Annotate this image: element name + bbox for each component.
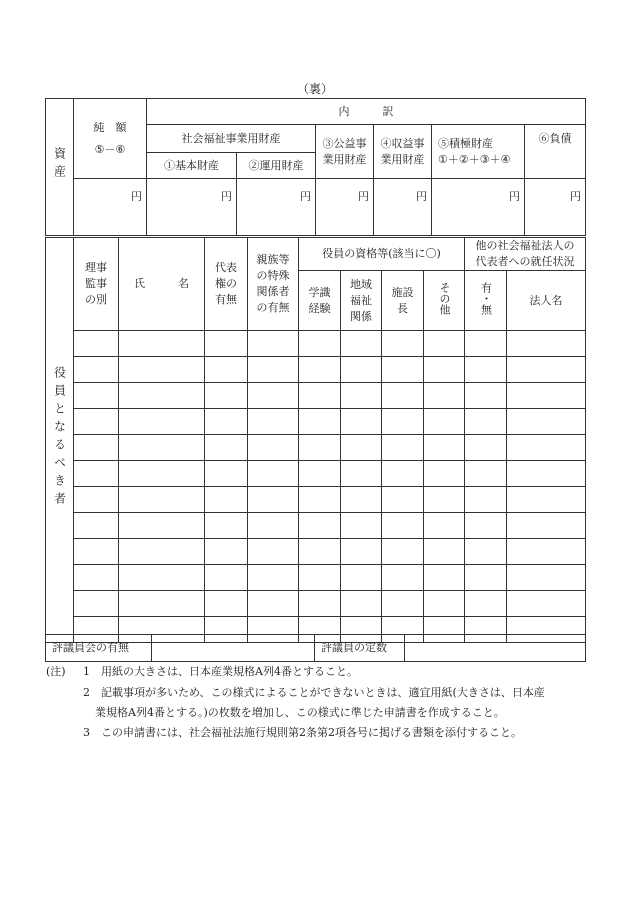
cell[interactable] [299, 383, 341, 409]
q-facility-line1: 施設 [391, 285, 414, 299]
cell[interactable] [382, 487, 424, 513]
cell[interactable] [248, 331, 299, 357]
cell[interactable] [119, 565, 205, 591]
rep-line3: 有無 [215, 293, 237, 306]
council-existence-label: 評議員会の有無 [46, 635, 152, 662]
council-quota-label: 評議員の定数 [315, 635, 405, 662]
cell[interactable] [424, 591, 465, 617]
cell[interactable] [341, 565, 382, 591]
council-table [45, 634, 586, 662]
corp-name-header: 法人名 [507, 271, 586, 331]
note-3: 3 この申請書には、社会福祉法施行規則第2条第2項各号に掲げる書類を添付すること。 [83, 726, 522, 739]
cell[interactable] [507, 591, 586, 617]
relative-line4: の有無 [256, 301, 290, 314]
officer-row [46, 331, 586, 357]
cell[interactable] [248, 357, 299, 383]
profit-line1: ④収益事 [380, 136, 425, 150]
cell[interactable] [248, 591, 299, 617]
positive-property-header [432, 125, 525, 179]
cell[interactable] [119, 591, 205, 617]
profit-line2: 業用財産 [380, 152, 425, 166]
positive-line1: ⑤積極財産 [438, 136, 493, 150]
net-amount-label: 純 額 [93, 120, 127, 134]
officer-row [46, 435, 586, 461]
net-amount-header [74, 99, 147, 179]
officer-row [46, 591, 586, 617]
cell[interactable] [424, 487, 465, 513]
cell[interactable] [424, 435, 465, 461]
q-expert-line2: 経験 [308, 301, 331, 315]
notes-prefix: (注) [46, 665, 66, 678]
cell[interactable] [507, 435, 586, 461]
cell[interactable] [74, 409, 119, 435]
basic-property-header: ①基本財産 [147, 153, 237, 179]
cell[interactable] [465, 487, 507, 513]
cell[interactable] [248, 435, 299, 461]
basic-property-value[interactable]: 円 [147, 179, 237, 236]
cell[interactable] [248, 513, 299, 539]
cell[interactable] [507, 565, 586, 591]
cell[interactable] [507, 487, 586, 513]
q-facility-line2: 長 [397, 301, 408, 315]
cell[interactable] [299, 513, 341, 539]
cell[interactable] [205, 539, 248, 565]
cell[interactable] [382, 383, 424, 409]
officers-table [45, 237, 586, 643]
cell[interactable] [299, 487, 341, 513]
cell[interactable] [382, 331, 424, 357]
role-line2: 監事 [85, 277, 107, 290]
liabilities-header: ⑥負債 [525, 125, 586, 179]
assets-table [45, 98, 586, 236]
cell[interactable] [74, 383, 119, 409]
cell[interactable] [74, 487, 119, 513]
cell[interactable] [74, 461, 119, 487]
cell[interactable] [119, 513, 205, 539]
cell[interactable] [205, 383, 248, 409]
role-line3: の別 [85, 293, 107, 306]
cell[interactable] [465, 331, 507, 357]
other-corp-line2: 代表者への就任状況 [475, 255, 575, 268]
cell[interactable] [74, 331, 119, 357]
cell[interactable] [507, 409, 586, 435]
relative-line3: 関係者 [256, 285, 290, 298]
cell[interactable] [507, 539, 586, 565]
cell[interactable] [205, 487, 248, 513]
cell[interactable] [424, 383, 465, 409]
cell[interactable] [424, 409, 465, 435]
cell[interactable] [465, 591, 507, 617]
cell[interactable] [382, 513, 424, 539]
cell[interactable] [465, 461, 507, 487]
name-header: 氏 名 [119, 238, 205, 331]
cell[interactable] [299, 591, 341, 617]
q-local-header [341, 271, 382, 331]
cell[interactable] [507, 331, 586, 357]
cell[interactable] [248, 539, 299, 565]
cell[interactable] [299, 461, 341, 487]
operating-property-value[interactable]: 円 [237, 179, 316, 236]
cell[interactable] [248, 383, 299, 409]
net-amount-formula: ⑤－⑥ [94, 142, 126, 156]
cell[interactable] [248, 461, 299, 487]
officer-row [46, 409, 586, 435]
relative-line2: の特殊 [256, 269, 290, 282]
public-interest-line2: 業用財産 [322, 152, 367, 166]
profit-property-header [374, 125, 432, 179]
cell[interactable] [74, 357, 119, 383]
cell[interactable] [341, 357, 382, 383]
cell[interactable] [205, 331, 248, 357]
cell[interactable] [382, 565, 424, 591]
cell[interactable] [382, 435, 424, 461]
page-side-mark: （裏） [296, 82, 333, 96]
cell[interactable] [299, 539, 341, 565]
rep-authority-header [205, 238, 248, 331]
officer-row [46, 565, 586, 591]
cell[interactable] [465, 539, 507, 565]
breakdown-header: 内 訳 [147, 99, 586, 125]
q-facility-header [382, 271, 424, 331]
role-header [74, 238, 119, 331]
cell[interactable] [299, 565, 341, 591]
net-amount-value[interactable]: 円 [74, 179, 147, 236]
q-expert-header [299, 271, 341, 331]
cell[interactable] [205, 513, 248, 539]
note-2b: 業規格A列4番とする。)の枚数を増加し、この様式に準じた申請書を作成すること。 [95, 706, 505, 719]
q-local-line1: 地域 [350, 277, 372, 291]
cell[interactable] [119, 461, 205, 487]
cell[interactable] [424, 565, 465, 591]
cell[interactable] [205, 435, 248, 461]
officer-row [46, 357, 586, 383]
social-welfare-property-header: 社会福祉事業用財産 [147, 125, 316, 153]
qualification-header: 役員の資格等(該当に〇) [299, 238, 465, 271]
profit-value[interactable]: 円 [374, 179, 432, 236]
cell[interactable] [119, 435, 205, 461]
positive-line2: ①＋②＋③＋④ [438, 152, 511, 166]
cell[interactable] [382, 539, 424, 565]
cell[interactable] [507, 357, 586, 383]
cell[interactable] [465, 435, 507, 461]
cell[interactable] [299, 435, 341, 461]
cell[interactable] [119, 409, 205, 435]
cell[interactable] [119, 539, 205, 565]
cell[interactable] [248, 565, 299, 591]
cell[interactable] [119, 357, 205, 383]
cell[interactable] [507, 383, 586, 409]
q-local-line2: 福祉 [350, 293, 372, 307]
cell[interactable] [341, 591, 382, 617]
cell[interactable] [299, 357, 341, 383]
cell[interactable] [205, 591, 248, 617]
cell[interactable] [507, 513, 586, 539]
cell[interactable] [341, 331, 382, 357]
relative-header [248, 238, 299, 331]
cell[interactable] [465, 383, 507, 409]
cell[interactable] [74, 591, 119, 617]
cell[interactable] [424, 539, 465, 565]
operating-property-header: ②運用財産 [237, 153, 316, 179]
note-2a: 2 記載事項が多いため、この様式によることができないときは、適宜用紙(大きさは、日本産 [83, 686, 545, 699]
public-interest-line1: ③公益事 [322, 136, 367, 150]
cell[interactable] [205, 409, 248, 435]
public-interest-property-header [316, 125, 374, 179]
cell[interactable] [119, 331, 205, 357]
cell[interactable] [299, 409, 341, 435]
assets-section-label: 資産 [46, 99, 74, 236]
other-corp-line1: 他の社会福祉法人の [475, 239, 575, 252]
relative-line1: 親族等 [256, 253, 290, 266]
cell[interactable] [341, 539, 382, 565]
officer-row [46, 513, 586, 539]
cell[interactable] [74, 513, 119, 539]
q-other-header: その他 [424, 271, 465, 331]
rep-line2: 権の [215, 277, 237, 290]
cell[interactable] [424, 513, 465, 539]
cell[interactable] [382, 357, 424, 383]
cell[interactable] [382, 591, 424, 617]
cell[interactable] [74, 565, 119, 591]
q-expert-line1: 学識 [308, 285, 331, 299]
cell[interactable] [341, 409, 382, 435]
cell[interactable] [424, 461, 465, 487]
q-local-line3: 関係 [350, 309, 372, 323]
officers-section-label: 役員となるべき者 [46, 238, 74, 643]
cell[interactable] [205, 357, 248, 383]
other-corp-header [465, 238, 586, 271]
note-1: 1 用紙の大きさは、日本産業規格A列4番とすること。 [83, 665, 358, 678]
cell[interactable] [465, 357, 507, 383]
officer-row [46, 539, 586, 565]
cell[interactable] [341, 383, 382, 409]
cell[interactable] [74, 539, 119, 565]
public-interest-value[interactable]: 円 [316, 179, 374, 236]
cell[interactable] [465, 513, 507, 539]
cell[interactable] [424, 357, 465, 383]
officer-row [46, 383, 586, 409]
cell[interactable] [382, 461, 424, 487]
cell[interactable] [119, 487, 205, 513]
has-header: 有・無 [465, 271, 507, 331]
cell[interactable] [248, 487, 299, 513]
cell[interactable] [424, 331, 465, 357]
cell[interactable] [507, 461, 586, 487]
council-quota-field[interactable] [405, 635, 586, 662]
cell[interactable] [465, 409, 507, 435]
cell[interactable] [119, 383, 205, 409]
cell[interactable] [205, 461, 248, 487]
rep-line1: 代表 [215, 261, 237, 274]
cell[interactable] [465, 565, 507, 591]
positive-value[interactable]: 円 [432, 179, 525, 236]
cell[interactable] [341, 461, 382, 487]
role-line1: 理事 [85, 261, 107, 274]
cell[interactable] [341, 487, 382, 513]
cell[interactable] [248, 409, 299, 435]
cell[interactable] [382, 409, 424, 435]
cell[interactable] [341, 435, 382, 461]
officer-row [46, 487, 586, 513]
council-existence-field[interactable] [152, 635, 315, 662]
cell[interactable] [205, 565, 248, 591]
cell[interactable] [299, 331, 341, 357]
officer-row [46, 461, 586, 487]
cell[interactable] [341, 513, 382, 539]
liabilities-value[interactable]: 円 [525, 179, 586, 236]
cell[interactable] [74, 435, 119, 461]
